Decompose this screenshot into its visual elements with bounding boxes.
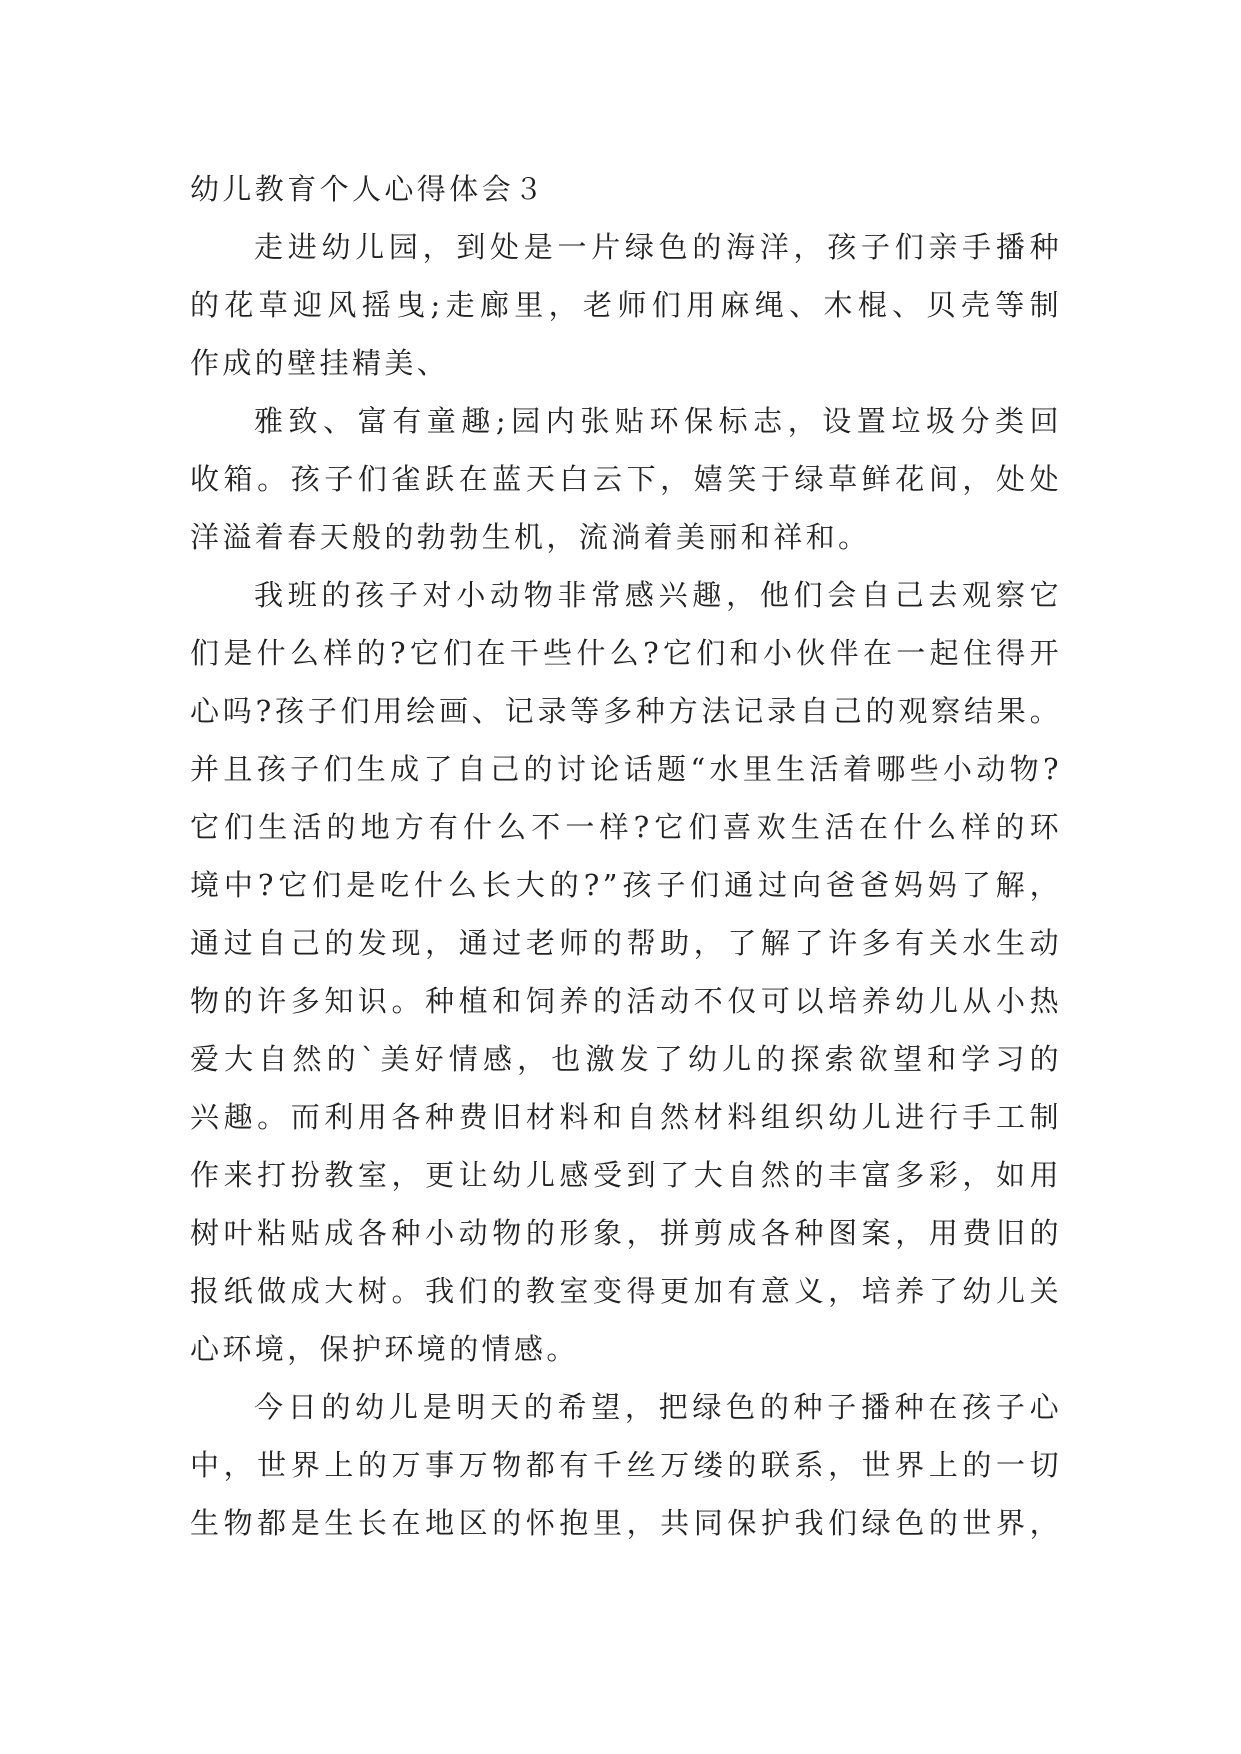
- paragraph-line: 走进幼儿园，到处是一片绿色的海洋，孩子们亲手播种: [254, 230, 1062, 264]
- paragraph-line: 它们生活的地方有什么不一样?它们喜欢生活在什么样的环: [190, 810, 1062, 844]
- paragraph-line: 物的许多知识。种植和饲养的活动不仅可以培养幼儿从小热: [190, 984, 1062, 1018]
- paragraph-1: [190, 218, 1062, 392]
- paragraph-line: 生物都是生长在地区的怀抱里，共同保护我们绿色的世界，: [190, 1506, 1062, 1540]
- paragraph-line: 雅致、富有童趣;园内张贴环保标志，设置垃圾分类回: [254, 404, 1062, 438]
- paragraph-line: 作成的壁挂精美、: [190, 346, 450, 380]
- paragraph-3: [190, 566, 1062, 1378]
- paragraph-line: 境中?它们是吃什么长大的?”孩子们通过向爸爸妈妈了解，: [190, 868, 1062, 902]
- paragraph-line: 心环境，保护环境的情感。: [190, 1332, 579, 1366]
- paragraph-line: 们是什么样的?它们在干些什么?它们和小伙伴在一起住得开: [190, 636, 1062, 670]
- paragraph-line: 作来打扮教室，更让幼儿感受到了大自然的丰富多彩，如用: [190, 1158, 1062, 1192]
- paragraph-line: 今日的幼儿是明天的希望，把绿色的种子播种在孩子心: [254, 1390, 1062, 1424]
- paragraph-line: 并且孩子们生成了自己的讨论话题“水里生活着哪些小动物?: [190, 752, 1062, 786]
- paragraph-line: 树叶粘贴成各种小动物的形象，拼剪成各种图案，用费旧的: [190, 1216, 1062, 1250]
- document-title: 幼儿教育个人心得体会３: [190, 172, 547, 206]
- paragraph-line: 洋溢着春天般的勃勃生机，流淌着美丽和祥和。: [190, 520, 871, 554]
- paragraph-line: 中，世界上的万事万物都有千丝万缕的联系，世界上的一切: [190, 1448, 1062, 1482]
- paragraph-line: 爱大自然的`美好情感，也激发了幼儿的探索欲望和学习的: [190, 1042, 1062, 1076]
- paragraph-4: [190, 1378, 1062, 1552]
- document-body: [190, 160, 1062, 1552]
- paragraph-line: 收箱。孩子们雀跃在蓝天白云下，嬉笑于绿草鲜花间，处处: [190, 462, 1062, 496]
- paragraph-line: 兴趣。而利用各种费旧材料和自然材料组织幼儿进行手工制: [190, 1100, 1062, 1134]
- paragraph-2: [190, 392, 1062, 566]
- paragraph-line: 我班的孩子对小动物非常感兴趣，他们会自己去观察它: [254, 578, 1062, 612]
- paragraph-line: 的花草迎风摇曳;走廊里，老师们用麻绳、木棍、贝壳等制: [190, 288, 1062, 322]
- paragraph-line: 通过自己的发现，通过老师的帮助，了解了许多有关水生动: [190, 926, 1062, 960]
- paragraph-line: 心吗?孩子们用绘画、记录等多种方法记录自己的观察结果。: [190, 694, 1062, 728]
- paragraph-line: 报纸做成大树。我们的教室变得更加有意义，培养了幼儿关: [190, 1274, 1062, 1308]
